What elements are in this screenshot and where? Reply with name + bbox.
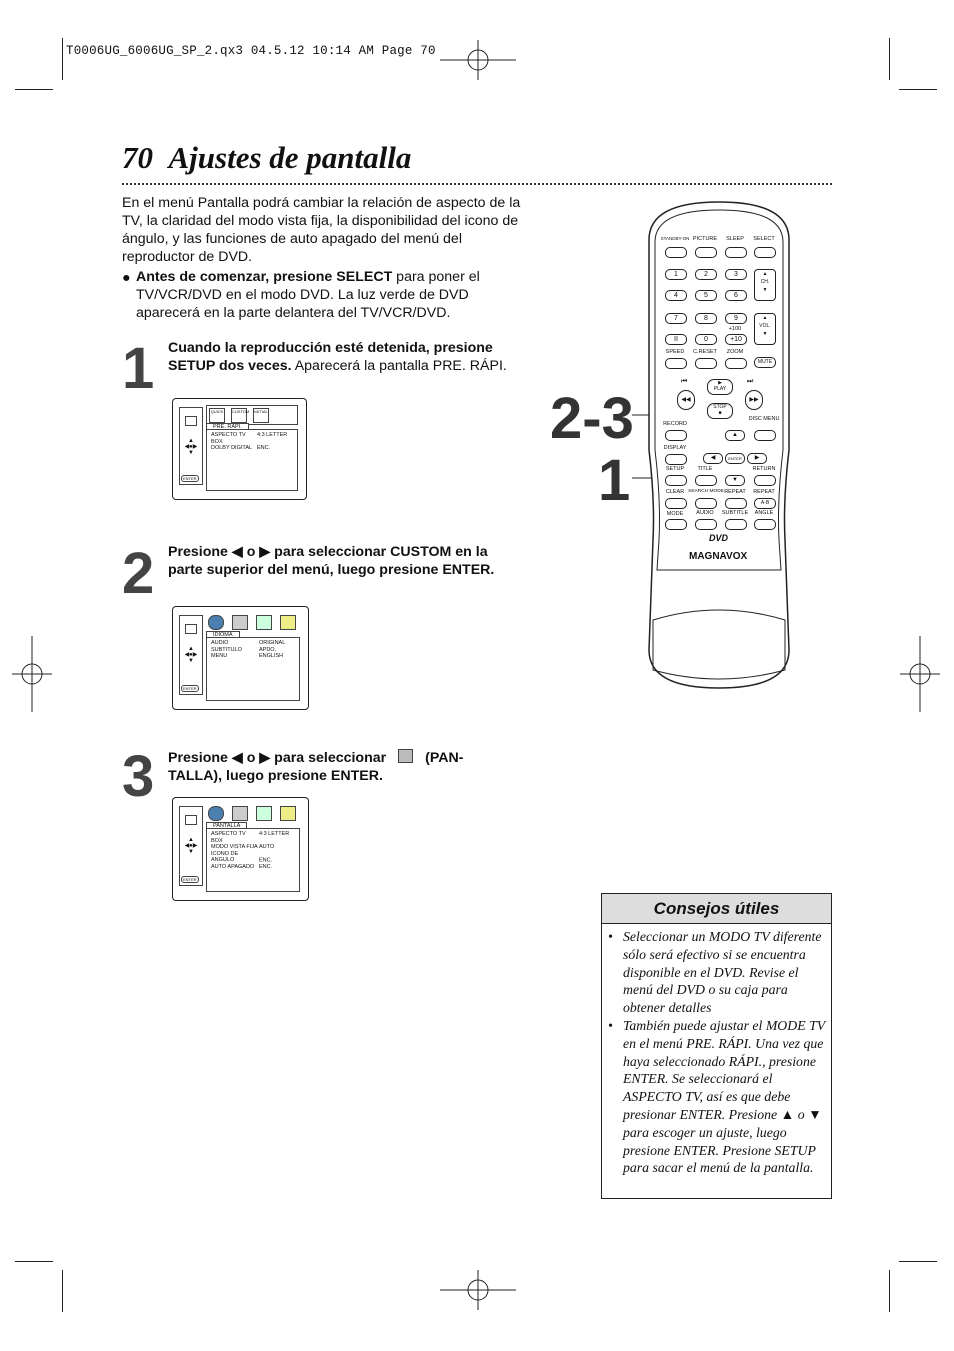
subtitle-button[interactable] — [725, 519, 747, 530]
page-title — [122, 140, 411, 176]
plus100-label: +100 — [728, 326, 742, 332]
tips-body — [608, 928, 825, 1177]
step-bold: Presione ◀ o ▶ para seleccionar CUSTOM en la parte superior del menú, luego presione ENTER. — [168, 544, 495, 578]
step-text — [168, 749, 520, 785]
digit-9-button[interactable]: 9 — [725, 313, 747, 324]
brand-logo: MAGNAVOX — [689, 551, 748, 562]
digit-5-button[interactable]: 5 — [695, 290, 717, 301]
crop-mark — [889, 38, 890, 80]
callout-steps-2-3: 2-3 — [550, 386, 634, 451]
nav-arrows-icon: ▲ ◀●▶ ▼ — [184, 837, 198, 855]
menu-row: ICONO DE ANGULO ENC. — [211, 850, 273, 863]
tips-box — [601, 893, 832, 1199]
disc-menu-label: DISC MENU — [748, 416, 780, 422]
search-mode-label: SEARCH MODE — [688, 489, 724, 494]
skip-prev-icon: ⏮ — [681, 378, 688, 385]
display-icon — [232, 615, 248, 630]
display-label: DISPLAY — [663, 445, 687, 451]
clear-label: CLEAR — [665, 489, 685, 495]
menu-panel — [206, 637, 300, 701]
crop-mark — [889, 1270, 890, 1312]
menu-row: AUDIO ORIGINAL — [211, 640, 286, 646]
audio-icon — [256, 806, 272, 821]
quick-icon: QUICK — [209, 408, 225, 423]
pause-button[interactable]: II — [665, 334, 687, 345]
creset-button[interactable] — [695, 358, 717, 369]
menu-row: MODO VISTA FIJAAUTO — [211, 844, 275, 850]
mode-label: MODE — [666, 511, 684, 517]
play-button[interactable]: ▶ PLAY — [707, 379, 733, 395]
creset-label: C.RESET — [693, 349, 717, 355]
menu-row: ASPECTO TV 4:3 LETTER BOX — [211, 432, 288, 445]
nav-arrows-icon: ▲ ◀●▶ ▼ — [184, 646, 198, 664]
left-button[interactable]: ◀ — [703, 453, 723, 464]
record-button[interactable] — [665, 430, 687, 441]
setup-label: SETUP — [665, 466, 685, 472]
search-mode-button[interactable] — [695, 498, 717, 509]
subtitle-label: SUBTITLE — [721, 510, 749, 516]
digit-8-button[interactable]: 8 — [695, 313, 717, 324]
lock-icon — [280, 806, 296, 821]
display-button[interactable] — [665, 454, 687, 465]
menu-icon-bar — [206, 405, 298, 425]
crop-mark — [62, 38, 63, 80]
menu-tab: PANTALLA — [206, 822, 247, 829]
nav-pad — [179, 615, 203, 695]
bullet-rest: para poner el TV/VCR/DVD en el modo DVD. La luz verde de DVD aparecerá en la parte delantera del TV/VCR/DVD. — [136, 269, 480, 321]
picture-button[interactable] — [695, 247, 717, 258]
tips-heading: Consejos útiles — [602, 894, 831, 924]
digit-3-button[interactable]: 3 — [725, 269, 747, 280]
step-text — [168, 339, 518, 375]
audio-button[interactable] — [695, 519, 717, 530]
plus10-button[interactable]: +10 — [725, 334, 747, 345]
audio-icon — [256, 615, 272, 630]
digit-1-button[interactable]: 1 — [665, 269, 687, 280]
ch-up-button[interactable]: ▲ CH. ▼ — [754, 269, 776, 301]
print-slug: T0006UG_6006UG_SP_2.qx3 04.5.12 10:14 AM Page 70 — [66, 44, 436, 58]
setup-button[interactable] — [665, 475, 687, 486]
display-icon — [398, 749, 413, 763]
language-globe-icon — [208, 615, 224, 630]
crop-mark — [899, 1261, 937, 1262]
registration-target-bottom — [440, 1270, 516, 1310]
digit-4-button[interactable]: 4 — [665, 290, 687, 301]
menu-row: AUTO APAGADO ENC. — [211, 863, 273, 870]
step-bold: (PAN- TALLA), luego presione ENTER. — [168, 750, 464, 784]
title-button[interactable] — [695, 475, 717, 486]
vol-button[interactable]: ▲ VOL. ▼ — [754, 313, 776, 345]
display-icon — [232, 806, 248, 821]
select-label: SELECT — [753, 236, 775, 242]
dvd-logo: DVD — [709, 533, 729, 543]
tv-icon — [185, 624, 197, 634]
digit-6-button[interactable]: 6 — [725, 290, 747, 301]
crop-mark — [15, 89, 53, 90]
menu-row: SUBTITULO APDO. — [211, 646, 277, 653]
up-button[interactable]: ▲ — [725, 430, 745, 441]
osd-screen-idioma — [172, 606, 309, 710]
zoom-label: ZOOM — [726, 349, 744, 355]
audio-label: AUDIO — [696, 510, 714, 516]
custom-icon: CUSTOM — [231, 408, 247, 423]
right-button[interactable]: ▶ — [747, 453, 767, 464]
select-button[interactable] — [754, 247, 776, 258]
initial-icon: INITIAL — [253, 408, 269, 423]
menu-icon-bar — [206, 804, 300, 822]
repeat-label: REPEAT — [724, 489, 746, 495]
digit-7-button[interactable]: 7 — [665, 313, 687, 324]
remote-control — [643, 200, 795, 690]
osd-screen-quick — [172, 398, 307, 500]
language-globe-icon — [208, 806, 224, 821]
menu-panel — [206, 429, 298, 491]
speed-label: SPEED — [665, 349, 685, 355]
menu-row: MENU ENGLISH — [211, 653, 284, 659]
page-number: 70 — [122, 140, 153, 175]
menu-panel — [206, 828, 300, 892]
clear-button[interactable] — [665, 498, 687, 509]
down-button[interactable]: ▼ — [725, 475, 745, 486]
menu-row: ASPECTO TV 4:3 LETTER BOX — [211, 831, 290, 844]
crop-mark — [15, 1261, 53, 1262]
enter-button[interactable]: ENTER — [725, 453, 745, 464]
prereq-bullet — [122, 268, 522, 322]
menu-tab: IDIOMA — [206, 631, 240, 638]
tip-item: • Seleccionar un MODO TV diferente sólo será efectivo si se encuentra disponible en el DVD. Revise el menú del DVD o su caja para obtener detalles — [608, 929, 822, 1016]
mode-button[interactable] — [665, 519, 687, 530]
bullet-bold: Antes de comenzar, presione SELECT — [136, 269, 393, 285]
record-label: RECORD — [663, 421, 687, 427]
speed-button[interactable] — [665, 358, 687, 369]
skip-next-icon: ⏭ — [747, 378, 754, 385]
angle-button[interactable] — [754, 519, 776, 530]
lock-icon — [280, 615, 296, 630]
registration-target-left — [12, 636, 52, 712]
title-label: TITLE — [697, 466, 713, 472]
crop-mark — [62, 1270, 63, 1312]
skip-forward-button[interactable]: ▶▶ — [745, 390, 763, 410]
step-number: 1 — [122, 336, 155, 401]
sleep-label: SLEEP — [726, 236, 744, 242]
zoom-button[interactable] — [725, 358, 747, 369]
standby-button[interactable] — [665, 247, 687, 258]
nav-pad — [179, 407, 203, 485]
digit-0-button[interactable]: 0 — [695, 334, 717, 345]
intro-paragraph: En el menú Pantalla podrá cambiar la relación de aspecto de la TV, la claridad del modo vista fija, la disponibilidad del icono de ángulo, y las funciones de auto apagado del menú del reproductor de DVD. — [122, 195, 521, 265]
repeat-ab-button[interactable]: A-B — [754, 498, 776, 509]
registration-target-top — [440, 40, 516, 80]
picture-label: PICTURE — [692, 236, 718, 242]
bullet-icon: • — [608, 1017, 613, 1033]
bullet-icon: • — [608, 929, 613, 944]
sleep-button[interactable] — [725, 247, 747, 258]
menu-icon-bar — [206, 613, 300, 631]
crop-mark — [899, 89, 937, 90]
step-number: 3 — [122, 744, 155, 809]
mute-button[interactable]: MUTE — [754, 357, 776, 368]
osd-screen-pantalla — [172, 797, 309, 901]
dotted-rule — [122, 183, 832, 185]
digit-2-button[interactable]: 2 — [695, 269, 717, 280]
step-bold: Cuando la reproducción esté detenida, presione SETUP dos veces. — [168, 340, 493, 374]
step-rest: Aparecerá la pantalla PRE. RÁPI. — [291, 358, 507, 374]
return-label: RETURN — [752, 466, 776, 472]
menu-row: DOLBY DIGITAL ENC. — [211, 445, 271, 451]
callout-step-1: 1 — [598, 448, 631, 513]
enter-label: ENTER — [183, 877, 197, 882]
standby-label: STANDBY-ON — [660, 236, 690, 241]
disc-menu-button[interactable] — [754, 430, 776, 441]
page-heading: Ajustes de pantalla — [168, 140, 412, 175]
nav-pad — [179, 806, 203, 886]
bullet-dot-icon: ● — [122, 270, 131, 286]
nav-arrows-icon: ▲ ◀●▶ ▼ — [184, 438, 198, 456]
step-text — [168, 543, 520, 579]
tv-icon — [185, 416, 197, 426]
angle-label: ANGLE — [754, 510, 774, 516]
repeat-button[interactable] — [725, 498, 747, 509]
step-number: 2 — [122, 541, 155, 606]
menu-tab: PRE. RÁPI. — [206, 423, 249, 430]
return-button[interactable] — [754, 475, 776, 486]
skip-back-button[interactable]: ◀◀ — [677, 390, 695, 410]
tip-item: • También puede ajustar el MODE TV en el menú PRE. RÁPI. Una vez que haya seleccionado RÁPI., presione ENTER. Se seleccionará el ASPECTO TV, así es que debe presionar ENTER. Presione ▲ o ▼ para escoger un ajuste, luego presione ENTER. Presione SETUP para sacar el menú de la pantalla. — [608, 1017, 825, 1176]
repeat-ab-label: REPEAT — [753, 489, 775, 495]
enter-label: ENTER — [183, 686, 197, 691]
tv-icon — [185, 815, 197, 825]
registration-target-right — [900, 636, 940, 712]
enter-label: ENTER — [183, 476, 197, 481]
step-bold: Presione ◀ o ▶ para seleccionar — [168, 750, 387, 766]
stop-button[interactable]: STOP ■ — [707, 403, 733, 419]
